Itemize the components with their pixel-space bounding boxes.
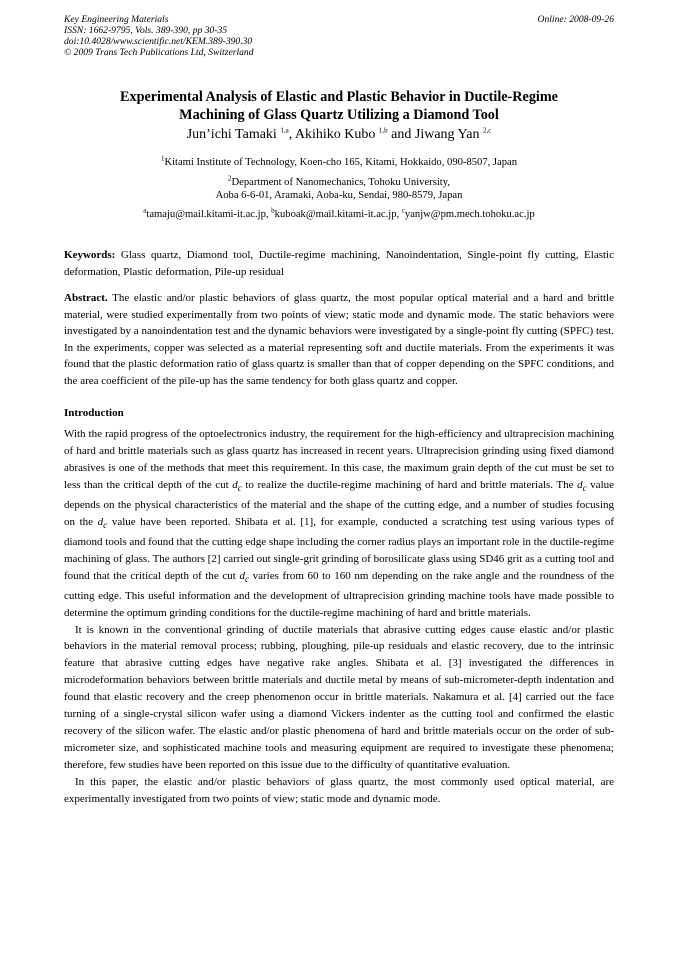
affiliation-2-mark: 2: [228, 173, 232, 182]
author-3-affil: 2,c: [482, 126, 492, 135]
intro-paragraph-1: [64, 426, 614, 622]
affiliation-2-line-1: Department of Nanomechanics, Tohoku University,: [231, 176, 450, 188]
section-heading-introduction: Introduction: [64, 407, 124, 419]
affiliation-1: [64, 156, 614, 170]
email-line: [64, 205, 614, 222]
affiliation-1-mark: 1: [160, 154, 165, 163]
paper-title: [64, 88, 614, 124]
author-sep-2: and Jiwang Yan: [387, 127, 483, 142]
copyright-line: © 2009 Trans Tech Publications Ltd, Switzerland: [64, 47, 254, 58]
abstract: [64, 290, 614, 389]
email-a: tamaju@mail.kitami-it.ac.jp,: [146, 208, 272, 220]
affiliation-1-text: Kitami Institute of Technology, Koen-cho 165, Kitami, Hokkaido, 090-8507, Japan: [164, 157, 518, 168]
email-c-mark: c: [401, 205, 405, 214]
email-b: kuboak@mail.kitami-it.ac.jp,: [274, 208, 402, 220]
author-sep-1: , Akihiko Kubo: [288, 127, 379, 142]
author-1-affil: 1,a: [280, 126, 289, 135]
abstract-text: The elastic and/or plastic behaviors of glass quartz, the most popular optical material and a hard and brittle material, were studied experimentally from two points of view; static mode and dynamic mode. The static behaviors were investigated by a nanoindentation test and the dynamic behaviors were investigated by a single-point fly cutting (SPFC) test. In the experiments, copper was selected as a material representing soft and ductile materials. From the experiments it was found that the plastic deformation ratio of glass quartz is smaller than that of copper depending on the SPFC conditions, and the area coefficient of the pile-up has the same tendency for both glass quartz and copper.: [64, 292, 614, 387]
dc-symbol: d: [577, 478, 583, 491]
abstract-label: Abstract.: [64, 292, 108, 304]
title-line-1: Experimental Analysis of Elastic and Plastic Behavior in Ductile-Regime: [120, 89, 558, 105]
author-list: [64, 126, 614, 144]
p1-text-1: With the rapid progress of the optoelectronics industry, the requirement for the high-efficiency and ultraprecision machining of hard and brittle materials such as glass quartz has increased in recent years. Ultraprecision grinding using fixed diamond abrasives is one of the methods that meet this requirement. In this case, the maximum grain depth of the cut must be set to less than the critical depth of the cut: [64, 428, 614, 491]
doi-line: doi:10.4028/www.scientific.net/KEM.389-390.30: [64, 36, 253, 47]
title-line-2: Machining of Glass Quartz Utilizing a Diamond Tool: [179, 107, 499, 123]
dc-subscript: c: [244, 573, 250, 584]
issn-line: ISSN: 1662-9795, Vols. 389-390, pp 30-35: [64, 25, 228, 36]
p1-text-4: value have been reported. Shibata et al. [1], for example, conducted a scratching test using various types of diamond tools and found that the cutting edge shape including the corner radius plays an important role in the ductile-regime machining of glass. The authors [2] carried out single-grit grinding of borosilicate glass using SD46 grit as a cutting tool and found that the critical depth of the cut: [64, 515, 614, 582]
dc-subscript: c: [237, 482, 242, 493]
intro-paragraph-3: In this paper, the elastic and/or plastic behaviors of glass quartz, the most commonly used optical material, are experimentally investigated from two points of view; static mode and dynamic mode.: [64, 775, 614, 805]
intro-paragraph-2: It is known in the conventional grinding of ductile materials that abrasive cutting edges cause elastic and/or plastic behaviors in the material removal process; rubbing, ploughing, pile-up residuals and elastic recovery, due to the intrinsic feature that abrasive cutting edges have negative rake angles. Shibata et al. [3] investigated the differences in microdeformation behaviors between brittle materials and ductile metal by means of sub-micrometer-depth indentation and found that elastic recovery and the creep phenomenon occur in brittle materials. Nakamura et al. [4] carried out the face turning of a single-crystal silicon wafer using a diamond Vickers indenter as the cutting tool and confirmed the elastic recovery of the silicon wafer. The elastic and/or plastic phenomena of hard and brittle materials occur on the order of sub-micrometer size, and sophisticated machine tools and measuring equipment are required to investigate these phenomena; therefore, few studies have been reported on this issue due to the difficulty of quantitative evaluation.: [64, 623, 614, 771]
author-2-affil: 1,b: [378, 126, 388, 135]
email-a-mark: a: [143, 205, 147, 214]
running-header: [64, 14, 614, 58]
author-1: Jun’ichi Tamaki: [186, 127, 281, 142]
keywords-label: Keywords:: [64, 249, 116, 261]
p1-text-2: to realize the ductile-regime machining of hard and brittle materials. The: [241, 478, 578, 491]
email-c: yanjw@pm.mech.tohoku.ac.jp: [404, 208, 535, 220]
online-date: Online: 2008-09-26: [537, 14, 614, 25]
dc-symbol: d: [232, 478, 238, 491]
keywords: [64, 247, 614, 280]
p1-text-5: varies from 60 to 160 nm depending on the rake angle and the roundness of the cutting edge. This useful information and the development of ultraprecision grinding machine tools have made possible to determine the optimum grinding conditions for the ductile-regime machining of hard and brittle materials.: [64, 569, 615, 619]
paper-page: [64, 14, 614, 808]
affiliation-2-line-2: Aoba 6-6-01, Aramaki, Aoba-ku, Sendai, 980-8579, Japan: [215, 190, 463, 201]
email-b-mark: b: [271, 205, 275, 214]
keywords-text: Glass quartz, Diamond tool, Ductile-regime machining, Nanoindentation, Single-point fly cutting, Elastic deformation, Plastic deformation, Pile-up residual: [64, 249, 614, 278]
affiliation-2: [64, 173, 614, 203]
dc-subscript: c: [103, 519, 108, 530]
journal-name: Key Engineering Materials: [64, 14, 169, 25]
dc-symbol: d: [239, 569, 245, 582]
dc-symbol: d: [97, 515, 104, 528]
p1-text-3: value depends on the physical characteristics of the material and the shape of the cutting edge, and a number of studies focusing on the: [64, 478, 615, 528]
dc-subscript: c: [582, 482, 587, 493]
